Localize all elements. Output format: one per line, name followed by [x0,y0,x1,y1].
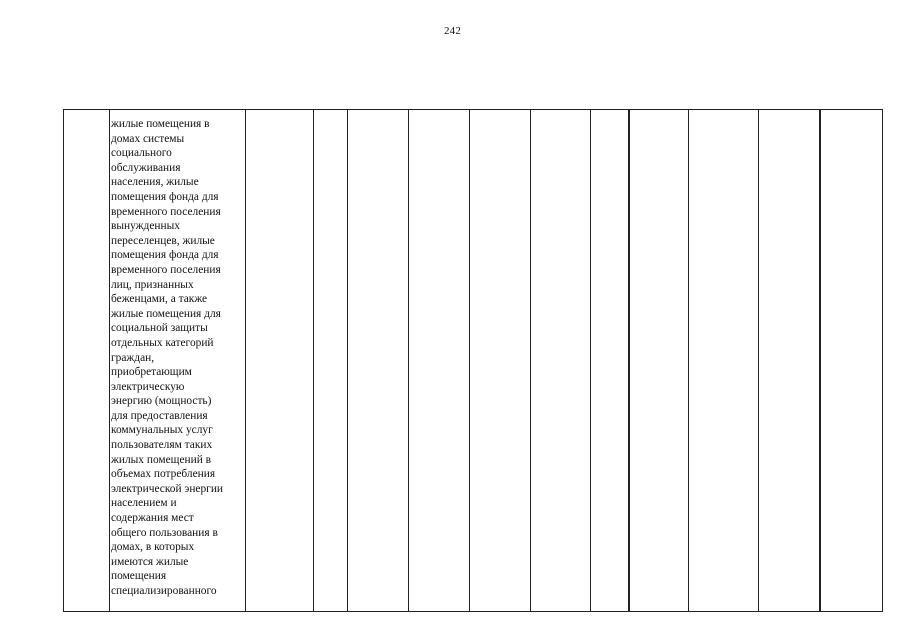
column-divider [347,110,348,611]
column-divider [758,110,759,611]
column-divider [530,110,531,611]
column-divider [408,110,409,611]
column-divider [819,110,821,611]
description-cell-text: жилые помещения в домах системы социального обслуживания населения, жилые помещения фонда для временного поселения вынужденных переселенцев, жилые помещения фонда для временного поселения лиц, признанных беженцами, а также жилые помещения для социальной защиты отдельных категорий граждан, приобретающим электрическую энергию (мощность) для предоставления коммунальных услуг пользователям таких жилых помещений в объемах потребления электрической энергии населением и содержания мест общего пользования в домах, в которых имеются жилые помещения специализированного [111,118,224,597]
column-divider [313,110,314,611]
page-number: 242 [443,25,462,37]
column-divider [245,110,246,611]
column-divider [469,110,470,611]
column-divider [590,110,591,611]
column-divider [688,110,689,611]
column-divider [109,110,110,611]
column-divider [628,110,630,611]
data-table [63,109,883,612]
